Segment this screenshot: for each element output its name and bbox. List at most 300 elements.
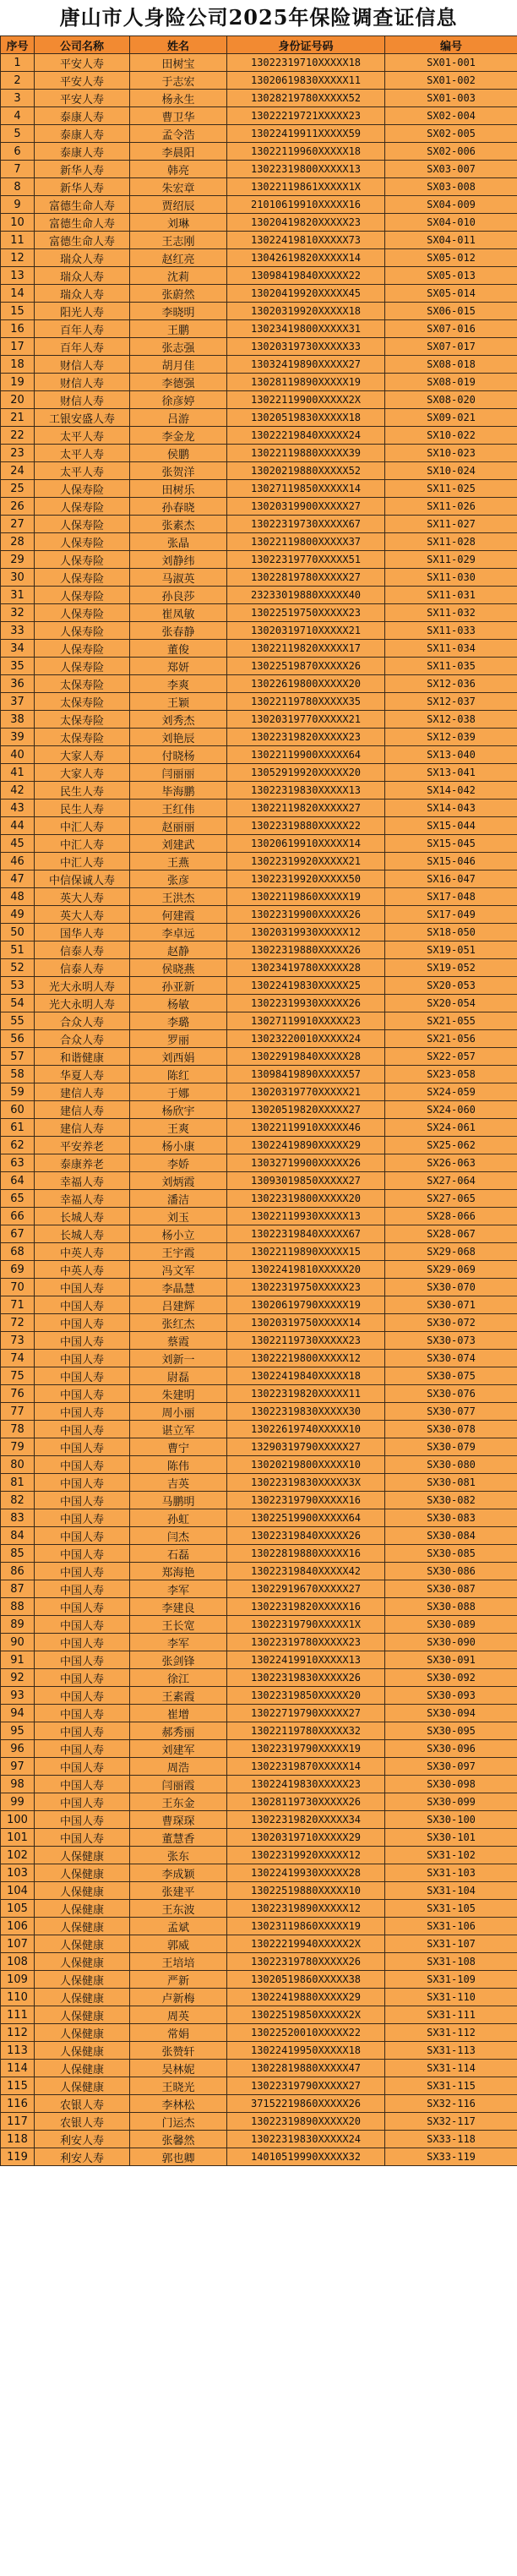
company-name: 人保健康: [35, 1989, 130, 2006]
id-number: 13022919670XXXXX27: [227, 1580, 385, 1598]
survey-code: SX30-070: [385, 1279, 517, 1296]
survey-code: SX11-028: [385, 533, 517, 551]
table-row: [1, 1793, 517, 1811]
row-index: 14: [1, 285, 35, 303]
survey-code: SX04-009: [385, 196, 517, 214]
survey-code: SX31-103: [385, 1864, 517, 1882]
row-index: 81: [1, 1474, 35, 1492]
survey-code: SX30-100: [385, 1811, 517, 1829]
person-name: 闫丽霞: [130, 1776, 227, 1793]
id-number: 13022619800XXXXX20: [227, 675, 385, 693]
survey-code: SX30-084: [385, 1527, 517, 1545]
survey-code: SX30-088: [385, 1598, 517, 1616]
row-index: 71: [1, 1296, 35, 1314]
person-name: 崔增: [130, 1705, 227, 1722]
company-name: 中国人寿: [35, 1350, 130, 1367]
person-name: 冯文军: [130, 1261, 227, 1279]
survey-code: SX33-118: [385, 2131, 517, 2148]
company-name: 长城人寿: [35, 1225, 130, 1243]
id-number: 13022219840XXXXX24: [227, 427, 385, 445]
survey-code: SX31-108: [385, 1953, 517, 1971]
id-number: 13022619740XXXXX10: [227, 1421, 385, 1438]
row-index: 58: [1, 1066, 35, 1083]
person-name: 王东金: [130, 1793, 227, 1811]
table-row: [1, 1509, 517, 1527]
survey-code: SX11-033: [385, 622, 517, 640]
row-index: 119: [1, 2148, 35, 2166]
id-number: 13022319830XXXXX30: [227, 1403, 385, 1421]
id-number: 13032419890XXXXX27: [227, 356, 385, 374]
survey-code: SX11-026: [385, 498, 517, 516]
survey-code: SX07-016: [385, 320, 517, 338]
table-row: [1, 516, 517, 533]
id-number: 23233019880XXXXX40: [227, 587, 385, 604]
table-row: [1, 1847, 517, 1864]
company-name: 人保健康: [35, 1935, 130, 1953]
person-name: 王东波: [130, 1900, 227, 1918]
table-row: [1, 640, 517, 658]
company-name: 人保寿险: [35, 658, 130, 675]
survey-code: SX30-093: [385, 1687, 517, 1705]
company-name: 平安人寿: [35, 90, 130, 107]
table-row: [1, 1918, 517, 1935]
id-number: 13022319820XXXXX23: [227, 729, 385, 746]
survey-code: SX31-104: [385, 1882, 517, 1900]
row-index: 21: [1, 409, 35, 427]
table-row: [1, 1367, 517, 1385]
id-number: 13022119780XXXXX35: [227, 693, 385, 711]
row-index: 44: [1, 817, 35, 835]
survey-code: SX30-098: [385, 1776, 517, 1793]
table-row: [1, 1971, 517, 1989]
table-row: [1, 1030, 517, 1048]
company-name: 中国人寿: [35, 1740, 130, 1758]
row-index: 91: [1, 1651, 35, 1669]
row-index: 33: [1, 622, 35, 640]
id-number: 13022319790XXXXX16: [227, 1492, 385, 1509]
person-name: 张赞轩: [130, 2042, 227, 2060]
company-name: 人保寿险: [35, 569, 130, 587]
survey-code: SX30-079: [385, 1438, 517, 1456]
id-number: 13022319880XXXXX22: [227, 817, 385, 835]
id-number: 13022319750XXXXX23: [227, 1279, 385, 1296]
row-index: 80: [1, 1456, 35, 1474]
survey-code: SX14-042: [385, 782, 517, 800]
table-row: [1, 143, 517, 161]
survey-code: SX12-038: [385, 711, 517, 729]
person-name: 赵静: [130, 941, 227, 959]
table-row: [1, 445, 517, 462]
table-row: [1, 1758, 517, 1776]
row-index: 99: [1, 1793, 35, 1811]
row-index: 111: [1, 2006, 35, 2024]
company-name: 中国人寿: [35, 1722, 130, 1740]
person-name: 曹卫华: [130, 107, 227, 125]
survey-code: SX23-058: [385, 1066, 517, 1083]
id-number: 13022119880XXXXX39: [227, 445, 385, 462]
table-row: [1, 1634, 517, 1651]
person-name: 郝秀丽: [130, 1722, 227, 1740]
table-row: [1, 1190, 517, 1208]
company-name: 信泰人寿: [35, 959, 130, 977]
row-index: 54: [1, 995, 35, 1012]
survey-code: SX30-096: [385, 1740, 517, 1758]
company-name: 中国人寿: [35, 1438, 130, 1456]
person-name: 李璐: [130, 1012, 227, 1030]
id-number: 13022819880XXXXX16: [227, 1545, 385, 1563]
row-index: 34: [1, 640, 35, 658]
id-number: 13020319710XXXXX21: [227, 622, 385, 640]
company-name: 瑞众人寿: [35, 249, 130, 267]
company-name: 人保健康: [35, 1900, 130, 1918]
row-index: 20: [1, 391, 35, 409]
row-index: 15: [1, 303, 35, 320]
person-name: 张彦: [130, 870, 227, 888]
person-name: 胡月佳: [130, 356, 227, 374]
person-name: 李金龙: [130, 427, 227, 445]
id-number: 13022219940XXXXX2X: [227, 1935, 385, 1953]
survey-code: SX32-116: [385, 2095, 517, 2113]
row-index: 85: [1, 1545, 35, 1563]
id-number: 13093019850XXXXX27: [227, 1172, 385, 1190]
survey-code: SX30-085: [385, 1545, 517, 1563]
id-number: 13022319830XXXXX26: [227, 1669, 385, 1687]
id-number: 13022319790XXXXX19: [227, 1740, 385, 1758]
company-name: 中国人寿: [35, 1456, 130, 1474]
person-name: 常娟: [130, 2024, 227, 2042]
id-number: 13022319770XXXXX51: [227, 551, 385, 569]
survey-code: SX05-012: [385, 249, 517, 267]
company-name: 和谐健康: [35, 1048, 130, 1066]
id-number: 13022519750XXXXX23: [227, 604, 385, 622]
table-row: [1, 1474, 517, 1492]
id-number: 13022119860XXXXX19: [227, 888, 385, 906]
id-number: 13022319830XXXXX24: [227, 2131, 385, 2148]
id-number: 13022319890XXXXX12: [227, 1900, 385, 1918]
survey-code: SX31-106: [385, 1918, 517, 1935]
survey-code: SX30-082: [385, 1492, 517, 1509]
company-name: 工银安盛人寿: [35, 409, 130, 427]
row-index: 79: [1, 1438, 35, 1456]
row-index: 70: [1, 1279, 35, 1296]
company-name: 中国人寿: [35, 1332, 130, 1350]
person-name: 郑海艳: [130, 1563, 227, 1580]
table-row: [1, 2131, 517, 2148]
id-number: 13042619820XXXXX14: [227, 249, 385, 267]
table-row: [1, 764, 517, 782]
row-index: 90: [1, 1634, 35, 1651]
person-name: 王志刚: [130, 232, 227, 249]
id-number: 13020319920XXXXX18: [227, 303, 385, 320]
header-code: 编号: [385, 36, 517, 54]
company-name: 人保健康: [35, 1918, 130, 1935]
company-name: 人保健康: [35, 1847, 130, 1864]
row-index: 116: [1, 2095, 35, 2113]
person-name: 杨永生: [130, 90, 227, 107]
survey-code: SX29-068: [385, 1243, 517, 1261]
survey-code: SX30-090: [385, 1634, 517, 1651]
table-row: [1, 1385, 517, 1403]
survey-code: SX12-036: [385, 675, 517, 693]
person-name: 吉英: [130, 1474, 227, 1492]
table-row: [1, 1935, 517, 1953]
survey-code: SX12-039: [385, 729, 517, 746]
table-row: [1, 462, 517, 480]
id-number: 13022319820XXXXX16: [227, 1598, 385, 1616]
id-number: 13022319780XXXXX26: [227, 1953, 385, 1971]
person-name: 周英: [130, 2006, 227, 2024]
row-index: 92: [1, 1669, 35, 1687]
id-number: 13020619790XXXXX19: [227, 1296, 385, 1314]
company-name: 幸福人寿: [35, 1190, 130, 1208]
table-row: [1, 1740, 517, 1758]
company-name: 人保寿险: [35, 498, 130, 516]
table-row: [1, 1669, 517, 1687]
table-row: [1, 214, 517, 232]
survey-code: SX30-071: [385, 1296, 517, 1314]
row-index: 72: [1, 1314, 35, 1332]
company-name: 光大永明人寿: [35, 995, 130, 1012]
table-row: [1, 1403, 517, 1421]
table-row: [1, 2042, 517, 2060]
survey-code: SX31-112: [385, 2024, 517, 2042]
company-name: 合众人寿: [35, 1030, 130, 1048]
table-row: [1, 729, 517, 746]
person-name: 刘玉: [130, 1208, 227, 1225]
row-index: 107: [1, 1935, 35, 1953]
company-name: 阳光人寿: [35, 303, 130, 320]
row-index: 57: [1, 1048, 35, 1066]
survey-code: SX11-034: [385, 640, 517, 658]
id-number: 13022319730XXXXX67: [227, 516, 385, 533]
table-row: [1, 427, 517, 445]
company-name: 太保寿险: [35, 675, 130, 693]
person-name: 陈红: [130, 1066, 227, 1083]
row-index: 77: [1, 1403, 35, 1421]
company-name: 太平人寿: [35, 427, 130, 445]
survey-code: SX31-111: [385, 2006, 517, 2024]
row-index: 36: [1, 675, 35, 693]
table-row: [1, 1421, 517, 1438]
id-number: 13022419930XXXXX28: [227, 1864, 385, 1882]
survey-code: SX17-049: [385, 906, 517, 924]
person-name: 李建良: [130, 1598, 227, 1616]
id-number: 13022219721XXXXX23: [227, 107, 385, 125]
company-name: 财信人寿: [35, 391, 130, 409]
survey-code: SX22-057: [385, 1048, 517, 1066]
id-number: 13022319840XXXXX42: [227, 1563, 385, 1580]
row-index: 45: [1, 835, 35, 853]
table-row: [1, 2077, 517, 2095]
company-name: 建信人寿: [35, 1083, 130, 1101]
person-name: 闫杰: [130, 1527, 227, 1545]
row-index: 12: [1, 249, 35, 267]
id-number: 13028219780XXXXX52: [227, 90, 385, 107]
company-name: 太平人寿: [35, 462, 130, 480]
survey-code: SX08-019: [385, 374, 517, 391]
company-name: 人保健康: [35, 1864, 130, 1882]
person-name: 徐彦婷: [130, 391, 227, 409]
company-name: 中国人寿: [35, 1758, 130, 1776]
company-name: 中英人寿: [35, 1243, 130, 1261]
table-row: [1, 2060, 517, 2077]
person-name: 侯鹏: [130, 445, 227, 462]
table-row: [1, 285, 517, 303]
company-name: 平安人寿: [35, 72, 130, 90]
survey-code: SX19-051: [385, 941, 517, 959]
id-number: 13020419920XXXXX45: [227, 285, 385, 303]
person-name: 吕游: [130, 409, 227, 427]
company-name: 人保健康: [35, 2077, 130, 2095]
person-name: 曹琛琛: [130, 1811, 227, 1829]
table-row: [1, 409, 517, 427]
company-name: 中汇人寿: [35, 853, 130, 870]
row-index: 86: [1, 1563, 35, 1580]
row-index: 83: [1, 1509, 35, 1527]
row-index: 51: [1, 941, 35, 959]
person-name: 朱建明: [130, 1385, 227, 1403]
survey-code: SX05-013: [385, 267, 517, 285]
company-name: 中国人寿: [35, 1634, 130, 1651]
row-index: 87: [1, 1580, 35, 1598]
survey-code: SX03-008: [385, 178, 517, 196]
survey-code: SX31-109: [385, 1971, 517, 1989]
id-number: 13020519820XXXXX27: [227, 1101, 385, 1119]
id-number: 13022219800XXXXX12: [227, 1350, 385, 1367]
row-index: 76: [1, 1385, 35, 1403]
survey-code: SX10-023: [385, 445, 517, 462]
survey-code: SX30-083: [385, 1509, 517, 1527]
table-row: [1, 675, 517, 693]
person-name: 王红伟: [130, 800, 227, 817]
survey-code: SX33-119: [385, 2148, 517, 2166]
table-body: [1, 54, 517, 2166]
table-row: [1, 1864, 517, 1882]
row-index: 75: [1, 1367, 35, 1385]
company-name: 新华人寿: [35, 161, 130, 178]
id-number: 13022319790XXXXX27: [227, 2077, 385, 2095]
id-number: 13022519880XXXXX10: [227, 1882, 385, 1900]
company-name: 中国人寿: [35, 1545, 130, 1563]
company-name: 太保寿险: [35, 693, 130, 711]
row-index: 117: [1, 2113, 35, 2131]
table-row: [1, 1687, 517, 1705]
survey-code: SX30-086: [385, 1563, 517, 1580]
row-index: 78: [1, 1421, 35, 1438]
survey-code: SX02-004: [385, 107, 517, 125]
row-index: 73: [1, 1332, 35, 1350]
survey-code: SX18-050: [385, 924, 517, 941]
id-number: 13022119900XXXXX64: [227, 746, 385, 764]
row-index: 7: [1, 161, 35, 178]
row-index: 31: [1, 587, 35, 604]
person-name: 张红杰: [130, 1314, 227, 1332]
person-name: 付晓杨: [130, 746, 227, 764]
person-name: 杨敏: [130, 995, 227, 1012]
row-index: 16: [1, 320, 35, 338]
person-name: 王培培: [130, 1953, 227, 1971]
id-number: 13020219880XXXXX52: [227, 462, 385, 480]
id-number: 13022119730XXXXX23: [227, 1332, 385, 1350]
table-row: [1, 1137, 517, 1154]
survey-code: SX01-001: [385, 54, 517, 72]
table-row: [1, 1225, 517, 1243]
company-name: 泰康人寿: [35, 107, 130, 125]
row-index: 94: [1, 1705, 35, 1722]
survey-code: SX08-020: [385, 391, 517, 409]
person-name: 王晓光: [130, 2077, 227, 2095]
survey-code: SX24-060: [385, 1101, 517, 1119]
company-name: 人保寿险: [35, 516, 130, 533]
row-index: 29: [1, 551, 35, 569]
person-name: 张剑锋: [130, 1651, 227, 1669]
id-number: 13022319800XXXXX20: [227, 1190, 385, 1208]
person-name: 王鹏: [130, 320, 227, 338]
person-name: 李成颖: [130, 1864, 227, 1882]
id-number: 13022319930XXXXX26: [227, 995, 385, 1012]
person-name: 王长宽: [130, 1616, 227, 1634]
person-name: 田树乐: [130, 480, 227, 498]
person-name: 张贺洋: [130, 462, 227, 480]
row-index: 63: [1, 1154, 35, 1172]
survey-code: SX10-024: [385, 462, 517, 480]
person-name: 刘静纬: [130, 551, 227, 569]
survey-code: SX01-002: [385, 72, 517, 90]
table-row: [1, 2095, 517, 2113]
survey-code: SX16-047: [385, 870, 517, 888]
survey-code: SX21-055: [385, 1012, 517, 1030]
company-name: 平安人寿: [35, 54, 130, 72]
table-row: [1, 1048, 517, 1066]
id-number: 13022319820XXXXX34: [227, 1811, 385, 1829]
id-number: 13022319830XXXXX13: [227, 782, 385, 800]
row-index: 9: [1, 196, 35, 214]
company-name: 中国人寿: [35, 1829, 130, 1847]
survey-code: SX19-052: [385, 959, 517, 977]
survey-code: SX25-062: [385, 1137, 517, 1154]
id-number: 13022419840XXXXX18: [227, 1367, 385, 1385]
company-name: 中国人寿: [35, 1474, 130, 1492]
id-number: 13022319710XXXXX18: [227, 54, 385, 72]
company-name: 人保健康: [35, 2024, 130, 2042]
id-number: 13023119860XXXXX19: [227, 1918, 385, 1935]
company-name: 国华人寿: [35, 924, 130, 941]
person-name: 崔凤敏: [130, 604, 227, 622]
company-name: 中国人寿: [35, 1563, 130, 1580]
row-index: 65: [1, 1190, 35, 1208]
id-number: 13022319840XXXXX26: [227, 1527, 385, 1545]
info-table: [0, 35, 517, 2166]
company-name: 人保寿险: [35, 622, 130, 640]
row-index: 17: [1, 338, 35, 356]
row-index: 23: [1, 445, 35, 462]
row-index: 18: [1, 356, 35, 374]
person-name: 于志宏: [130, 72, 227, 90]
company-name: 中国人寿: [35, 1580, 130, 1598]
survey-code: SX30-072: [385, 1314, 517, 1332]
row-index: 95: [1, 1722, 35, 1740]
table-row: [1, 1350, 517, 1367]
table-row: [1, 1261, 517, 1279]
company-name: 中英人寿: [35, 1261, 130, 1279]
survey-code: SX08-018: [385, 356, 517, 374]
row-index: 28: [1, 533, 35, 551]
id-number: 13022119820XXXXX17: [227, 640, 385, 658]
id-number: 13022319790XXXXX1X: [227, 1616, 385, 1634]
person-name: 刘艳辰: [130, 729, 227, 746]
id-number: 13022519850XXXXX2X: [227, 2006, 385, 2024]
table-row: [1, 1705, 517, 1722]
